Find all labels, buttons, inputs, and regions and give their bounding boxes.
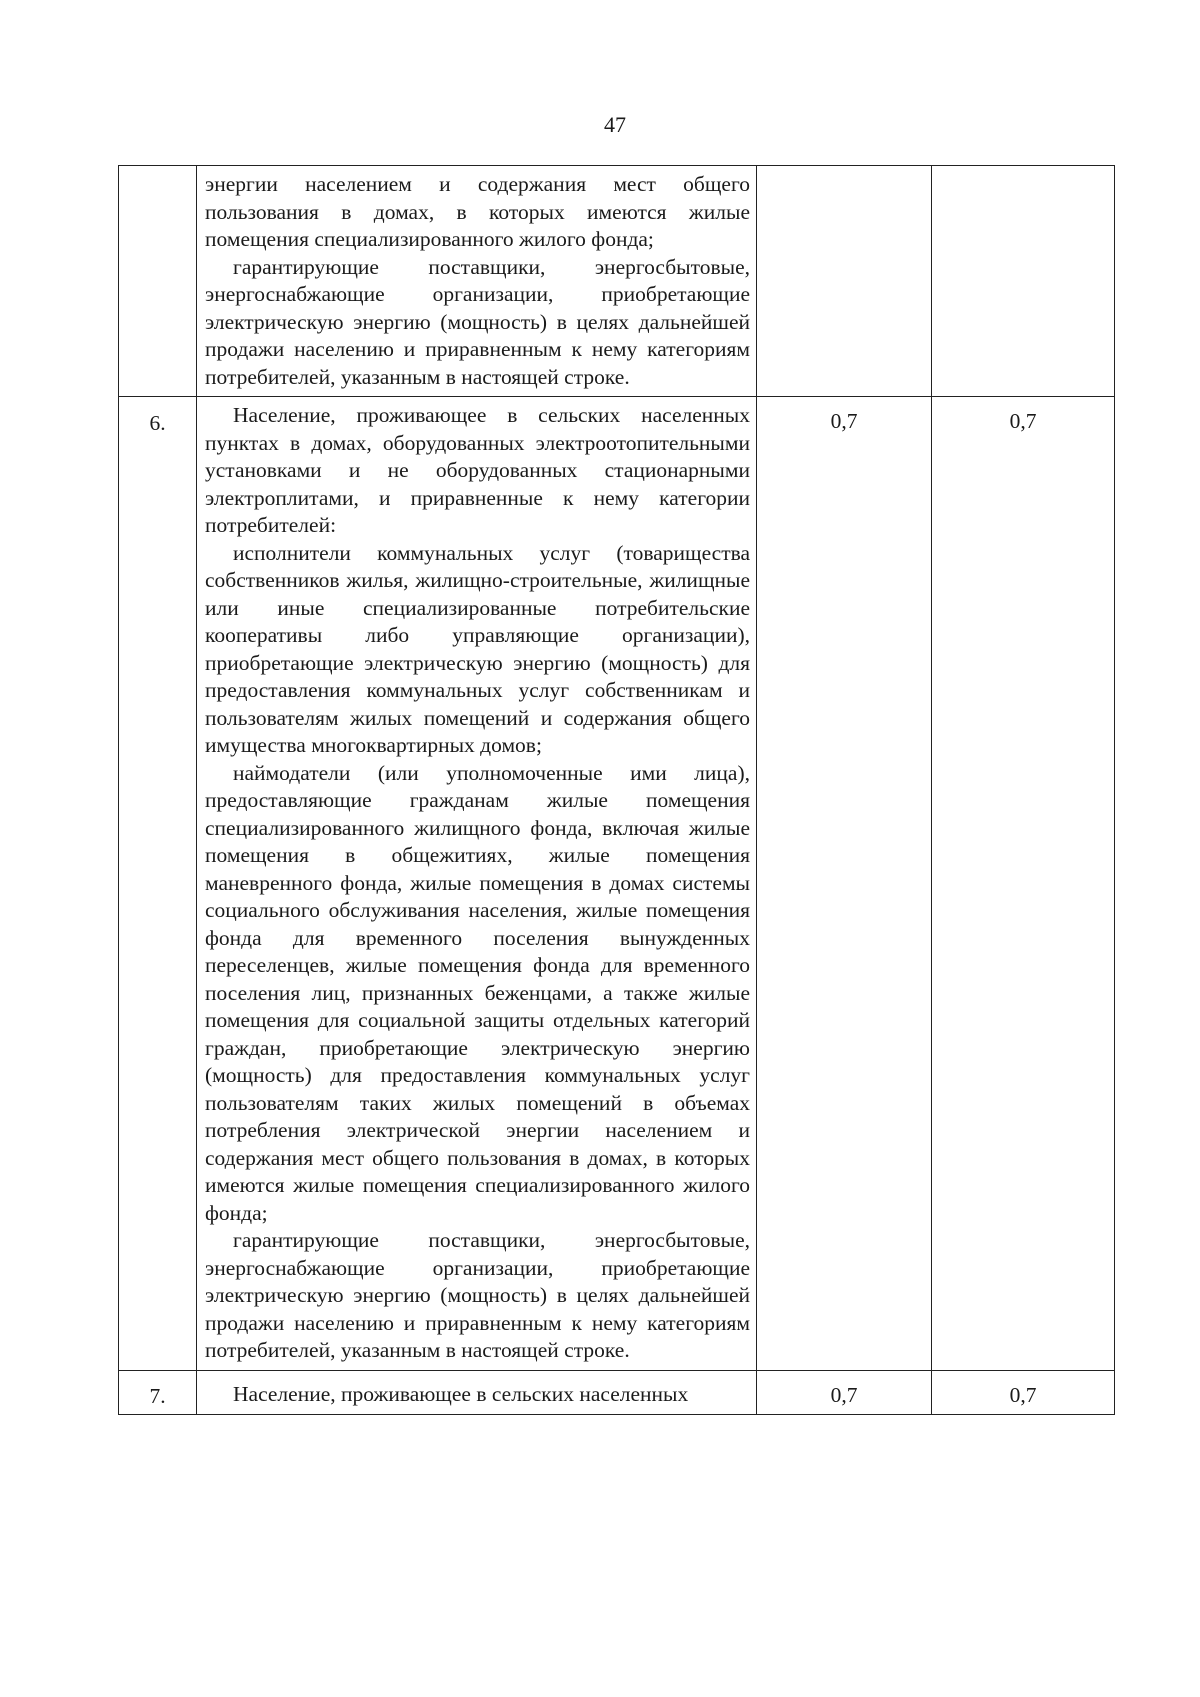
row-number-cell: 6. [119, 397, 197, 1371]
row-description-cell [197, 1370, 757, 1415]
table-row [119, 397, 1115, 1371]
value-cell-1 [757, 166, 932, 397]
value-cell-1: 0,7 [757, 1370, 932, 1415]
row-number-cell [119, 166, 197, 397]
paragraph: Население, проживающее в сельских населенных пунктах в домах, оборудованных электроотопительными установками и не оборудованных стационарными электроплитами, и приравненные к нему категории потребителей: [205, 403, 750, 537]
paragraph: Население, проживающее в сельских населенных [233, 1381, 689, 1406]
paragraph: наймодатели (или уполномоченные ими лица), предоставляющие гражданам жилые помещения специализированного жилищного фонда, включая жилые помещения в общежитиях, жилые помещения маневренного фонда, жилые помещения в домах системы социального обслуживания населения, жилые помещения фонда для временного поселения вынужденных переселенцев, жилые помещения фонда для временного поселения лиц, признанных беженцами, а также жилые помещения для социальной защиты отдельных категорий граждан, приобретающие электрическую энергию (мощность) для предоставления коммунальных услуг пользователям таких жилых помещений в объемах потребления электрической энергии населением и содержания мест общего пользования в домах, в которых имеются жилые помещения специализированного жилого фонда; [205, 760, 750, 1225]
tariff-table [118, 165, 1115, 1415]
paragraph: гарантирующие поставщики, энергосбытовые, энергоснабжающие организации, приобретающие электрическую энергию (мощность) в целях дальнейшей продажи населению и приравненным к нему категориям потребителей, указанным в настоящей строке. [205, 254, 750, 389]
paragraph: энергии населением и содержания мест общего пользования в домах, в которых имеются жилые помещения специализированного жилого фонда; [205, 172, 750, 251]
value-cell-2 [932, 166, 1115, 397]
row-description-cell [197, 397, 757, 1371]
paragraph: исполнители коммунальных услуг (товарищества собственников жилья, жилищно-строительные, жилищные или иные специализированные потребительские кооперативы либо управляющие организации), приобретающие электрическую энергию (мощность) для предоставления коммунальных услуг собственникам и пользователям жилых помещений и содержания общего имущества многоквартирных домов; [205, 540, 750, 757]
table-row [119, 1370, 1115, 1415]
value-cell-2: 0,7 [932, 397, 1115, 1371]
page-number: 47 [604, 112, 626, 137]
value-cell-2: 0,7 [932, 1370, 1115, 1415]
value-cell-1: 0,7 [757, 397, 932, 1371]
paragraph: гарантирующие поставщики, энергосбытовые, энергоснабжающие организации, приобретающие электрическую энергию (мощность) в целях дальнейшей продажи населению и приравненным к нему категориям потребителей, указанным в настоящей строке. [205, 1228, 750, 1362]
row-number-cell: 7. [119, 1370, 197, 1415]
table-row [119, 166, 1115, 397]
row-description-cell [197, 166, 757, 397]
